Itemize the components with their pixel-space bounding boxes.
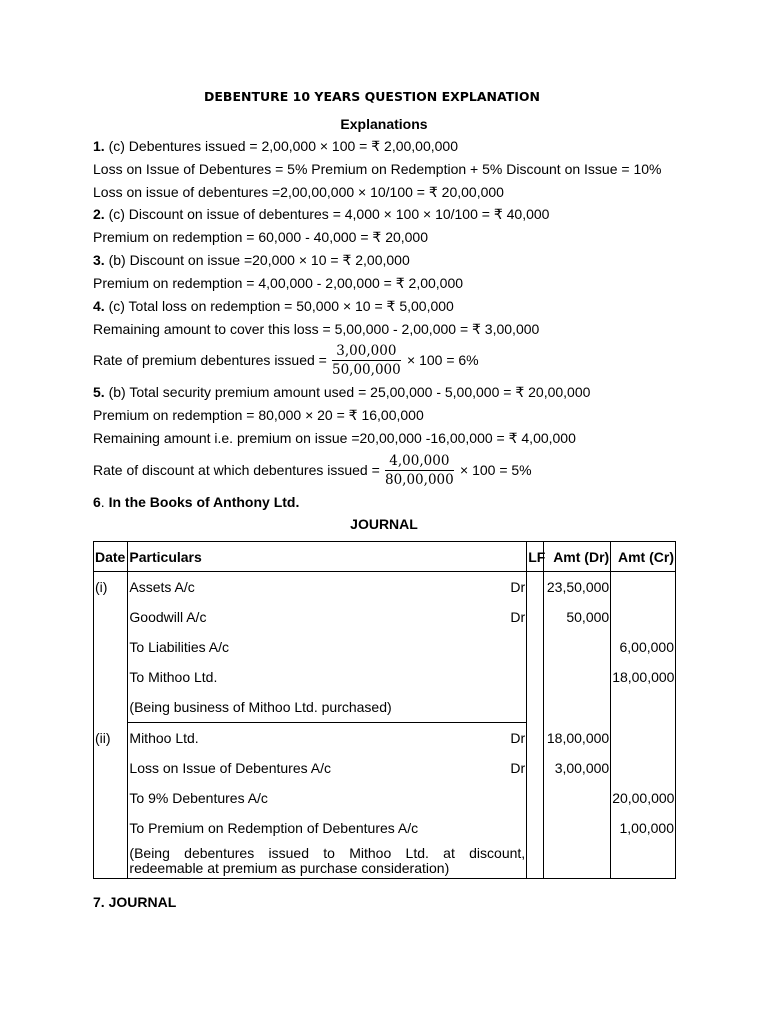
q7-heading-text: JOURNAL [108,894,177,910]
row-particulars [128,602,527,632]
q4-rate-label: Rate of premium debentures issued = [93,352,327,368]
q4-fraction-numerator: 3,00,000 [332,343,401,361]
row-particulars [128,572,527,603]
row-date [94,692,128,723]
row-amt-cr: 18,00,000 [611,662,676,692]
page-title: DEBENTURE 10 YEARS QUESTION EXPLANATION [204,89,540,104]
row-amt-dr [544,783,611,813]
row-lf [527,572,544,603]
row-amt-dr [544,813,611,843]
row-particulars [128,692,527,723]
q3-number: 3. [93,252,105,268]
row-date: (ii) [94,723,128,754]
row-date [94,662,128,692]
q4-fraction [332,343,401,378]
row-amt-dr [544,662,611,692]
q5-rate-result: × 100 = 5% [460,462,532,478]
table-row [94,723,676,754]
row-amt-dr: 23,50,000 [544,572,611,603]
row-date: (i) [94,572,128,603]
row-lf [527,753,544,783]
row-lf [527,692,544,723]
row-amt-dr [544,692,611,723]
q4-rate-result: × 100 = 6% [407,352,479,368]
row-particulars-text: To Premium on Redemption of Debentures A/c [129,820,419,836]
row-lf [527,843,544,879]
header-particulars: Particulars [128,542,527,572]
dr-mark: Dr [510,760,526,776]
journal-title: JOURNAL [350,516,418,532]
row-amt-cr: 6,00,000 [611,632,676,662]
q1-line-3: Loss on issue of debentures =2,00,00,000 × 10/100 = ₹ 20,00,000 [93,184,504,200]
row-date [94,843,128,879]
row-narration: (Being business of Mithoo Ltd. purchased) [129,699,392,715]
table-row [94,632,676,662]
row-lf [527,632,544,662]
row-amt-dr [544,843,611,879]
q3-line-1 [93,252,410,269]
row-amt-cr [611,572,676,603]
header-amt-cr: Amt (Cr) [611,542,676,572]
journal-table [93,541,676,879]
q5-number: 5. [93,384,105,400]
table-row [94,783,676,813]
row-particulars [128,632,527,662]
q7-number: 7. [93,894,105,910]
q2-text: (c) Discount on issue of debentures = 4,000 × 100 × 10/100 = ₹ 40,000 [108,206,550,222]
q3-text: (b) Discount on issue =20,000 × 10 = ₹ 2,00,000 [108,252,410,268]
q1-line-1 [93,138,458,155]
row-particulars [128,662,527,692]
q6-heading [93,494,299,510]
row-particulars-text: Goodwill A/c [129,609,207,625]
row-amt-dr: 50,000 [544,602,611,632]
row-date [94,632,128,662]
q2-line-1 [93,206,549,223]
row-lf [527,783,544,813]
header-amt-dr: Amt (Dr) [544,542,611,572]
table-row [94,753,676,783]
row-narration: (Being debentures issued to Mithoo Ltd. at discount, redeemable at premium as purchase consideration) [128,843,527,879]
q6-dot: . [100,494,105,510]
row-lf [527,662,544,692]
row-particulars-text: To 9% Debentures A/c [129,790,268,806]
table-row [94,602,676,632]
q3-line-2: Premium on redemption = 4,00,000 - 2,00,000 = ₹ 2,00,000 [93,275,464,291]
q2-line-2: Premium on redemption = 60,000 - 40,000 = ₹ 20,000 [93,229,429,245]
q4-number: 4. [93,298,105,314]
row-particulars-text: To Liabilities A/c [129,639,230,655]
q5-fraction-numerator: 4,00,000 [385,453,454,471]
row-particulars-text: Loss on Issue of Debentures A/c [129,760,331,776]
row-lf [527,723,544,754]
row-particulars-text: To Mithoo Ltd. [129,669,218,685]
q5-rate-label: Rate of discount at which debentures issued = [93,462,380,478]
row-amt-dr: 18,00,000 [544,723,611,754]
row-particulars-text: Mithoo Ltd. [129,730,199,746]
row-particulars-text: Assets A/c [129,579,195,595]
q5-fraction-denominator: 80,00,000 [385,472,454,488]
row-lf [527,602,544,632]
row-particulars [128,783,527,813]
q5-line-3: Remaining amount i.e. premium on issue =20,00,000 -16,00,000 = ₹ 4,00,000 [93,430,576,446]
row-amt-cr [611,753,676,783]
dr-mark: Dr [510,609,526,625]
row-date [94,813,128,843]
journal-header-row [94,542,676,572]
q2-number: 2. [93,206,105,222]
q5-fraction [385,453,454,488]
q5-line-1 [93,384,590,401]
row-particulars [128,813,527,843]
row-particulars [128,753,527,783]
header-date: Date [94,542,128,572]
q1-text: (c) Debentures issued = 2,00,000 × 100 = ₹ 2,00,00,000 [108,138,459,154]
table-row [94,813,676,843]
q6-number: 6 [93,494,101,510]
q7-heading [93,894,176,910]
table-row [94,662,676,692]
row-amt-cr: 20,00,000 [611,783,676,813]
row-amt-dr [544,632,611,662]
header-lf: LF [527,542,544,572]
row-date [94,783,128,813]
row-particulars [128,723,527,754]
row-amt-dr: 3,00,000 [544,753,611,783]
q4-line-1 [93,298,454,315]
q1-line-2: Loss on Issue of Debentures = 5% Premium on Redemption + 5% Discount on Issue = 10% [93,161,662,177]
row-amt-cr [611,723,676,754]
q1-number: 1. [93,138,105,154]
q5-text: (b) Total security premium amount used = 25,00,000 - 5,00,000 = ₹ 20,00,000 [108,384,591,400]
section-subtitle: Explanations [340,116,428,132]
q6-heading-text: In the Books of Anthony Ltd. [108,494,300,510]
q4-line-2: Remaining amount to cover this loss = 5,00,000 - 2,00,000 = ₹ 3,00,000 [93,321,540,337]
table-row [94,843,676,879]
table-row [94,692,676,723]
q5-line-2: Premium on redemption = 80,000 × 20 = ₹ 16,00,000 [93,407,424,423]
row-lf [527,813,544,843]
row-date [94,602,128,632]
q4-text: (c) Total loss on redemption = 50,000 × 10 = ₹ 5,00,000 [108,298,454,314]
q4-fraction-denominator: 50,00,000 [332,362,401,378]
row-date [94,753,128,783]
row-amt-cr: 1,00,000 [611,813,676,843]
table-row [94,572,676,603]
row-amt-cr [611,602,676,632]
row-amt-cr [611,843,676,879]
dr-mark: Dr [510,730,526,746]
row-amt-cr [611,692,676,723]
dr-mark: Dr [510,579,526,595]
